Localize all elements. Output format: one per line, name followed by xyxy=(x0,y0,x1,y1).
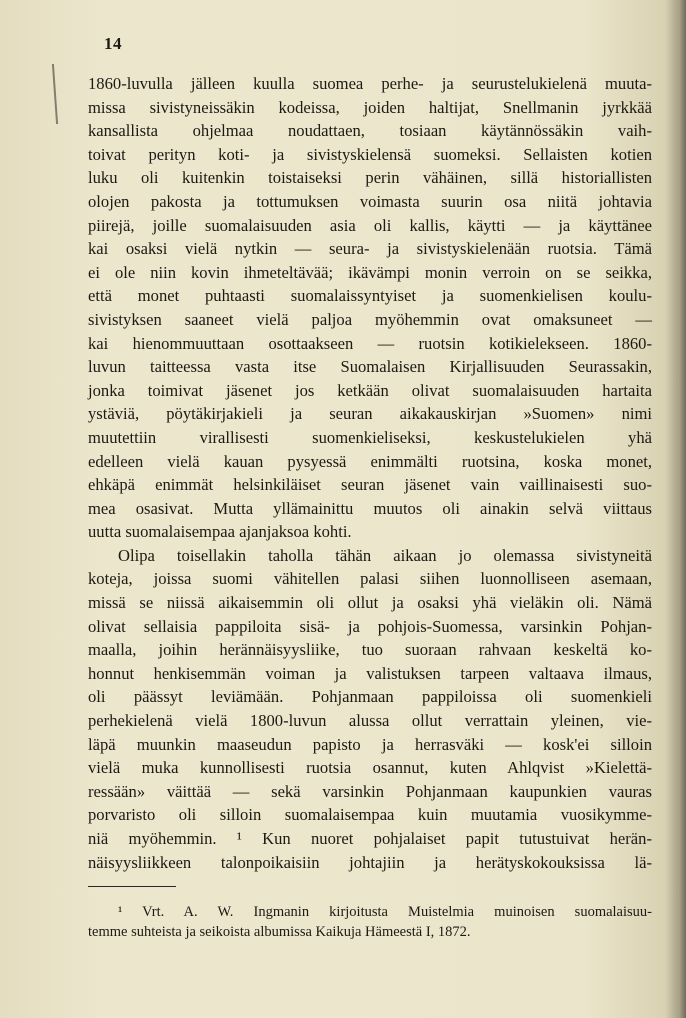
text-line: koteja, joissa suomi vähitellen palasi siihen luonnolliseen asemaan, xyxy=(88,569,652,589)
body-text xyxy=(88,72,652,874)
text-line: missä se niissä aikaisemmin oli ollut ja osaksi yhä vieläkin oli. Nämä xyxy=(88,593,652,613)
text-line: porvaristo oli silloin suomalaisempaa kuin muutamia vuosikymme- xyxy=(88,805,652,825)
text-line: luvun taitteessa vasta itse Suomalaisen Kirjallisuuden Seurassakin, xyxy=(88,357,652,377)
text-line: olojen pakosta ja tottumuksen voimasta suurin osa niitä johtavia xyxy=(88,191,652,211)
text-line: toivat perityn koti- ja sivistyskielensä suomeksi. Sellaisten kotien xyxy=(88,144,652,164)
text-line: ressään» väittää — sekä varsinkin Pohjanmaan kaupunkien vauras xyxy=(88,781,652,801)
text-line: kai hienommuuttaan osottaakseen — ruotsin kotikielekseen. 1860- xyxy=(88,333,652,353)
text-line: ei ole niin kovin ihmeteltävää; ikävämpi monin verroin on se seikka, xyxy=(88,262,652,282)
text-line: edelleen vielä kauan pysyessä enimmälti ruotsina, koska monet, xyxy=(88,451,652,471)
text-line: luku oli kuitenkin toistaiseksi perin vähäinen, sillä historiallisten xyxy=(88,168,652,188)
text-line: jonka toimivat jäsenet jos ketkään olivat suomalaisuuden hartaita xyxy=(88,380,652,400)
text-line-paragraph-end: uutta suomalaisempaa ajanjaksoa kohti. xyxy=(88,522,352,542)
margin-pencil-mark xyxy=(52,64,61,124)
footnote-line: ¹ Vrt. A. W. Ingmanin kirjoitusta Muistelmia muinoisen suomalaisuu- xyxy=(118,904,652,920)
text-line: 1860-luvulla jälleen kuulla suomea perhe- ja seurustelukielenä muuta- xyxy=(88,74,652,93)
footnote-divider xyxy=(88,886,176,887)
text-line: kai osaksi vielä nytkin — seura- ja sivistyskielenään ruotsia. Tämä xyxy=(88,239,652,259)
text-line: ystäviä, pöytäkirjakieli ja seuran aikakauskirjan »Suomen» nimi xyxy=(88,404,652,424)
text-line: honnut henkisemmän voiman ja valistuksen tarpeen valtaava ilmaus, xyxy=(88,663,652,683)
page-edge-shadow xyxy=(678,0,686,1018)
text-line: että monet puhtaasti suomalaissyntyiset ja suomenkielisen koulu- xyxy=(88,286,652,306)
text-line: maalla, joihin herännäisyysliike, tuo suoraan rahvaan keskeltä ko- xyxy=(88,640,652,660)
text-line: perhekielenä vielä 1800-luvun alussa ollut verrattain yleinen, vie- xyxy=(88,711,652,731)
text-line: läpä muunkin maaseudun papisto ja herrasväki — kosk'ei silloin xyxy=(88,734,652,754)
text-line-paragraph-start: Olipa toisellakin taholla tähän aikaan jo olemassa sivistyneitä xyxy=(118,545,652,565)
text-line: niä myöhemmin. ¹ Kun nuoret pohjalaiset papit tutustuivat herän- xyxy=(88,829,652,848)
text-line: olivat sellaisia pappiloita sisä- ja pohjois-Suomessa, varsinkin Pohjan- xyxy=(88,616,652,636)
text-line: näisyysliikkeen talonpoikaisiin johtajiin ja herätyskokouksissa lä- xyxy=(88,852,652,872)
text-line: muutettiin virallisesti suomenkieliseksi, keskustelukielen yhä xyxy=(88,427,652,447)
text-line: piirejä, joille suomalaisuuden asia oli kallis, käytti — ja käyttänee xyxy=(88,215,652,235)
text-line: kansallista ohjelmaa noudattaen, tosiaan käytännössäkin vaih- xyxy=(88,121,652,141)
text-line: sivistyksen saaneet vielä paljoa myöhemmin ovat omaksuneet — xyxy=(88,309,652,329)
footnote xyxy=(88,902,652,942)
text-line: oli päässyt leviämään. Pohjanmaan pappiloissa oli suomenkieli xyxy=(88,687,652,707)
text-line: missa sivistyneissäkin kodeissa, joiden haltijat, Snellmanin jyrkkää xyxy=(88,97,652,117)
text-line: ehkäpä enimmät helsinkiläiset seuran jäsenet vain vaillinaisesti suo- xyxy=(88,475,652,495)
page-number: 14 xyxy=(104,34,122,53)
text-line: mea osasivat. Mutta yllämainittu muutos oli ainakin selvä viittaus xyxy=(88,498,652,518)
text-line: vielä muka kunnollisesti ruotsia osannut, kuten Ahlqvist »Kielettä- xyxy=(88,758,652,778)
footnote-line: temme suhteista ja seikoista albumissa Kaikuja Hämeestä I, 1872. xyxy=(88,924,471,940)
